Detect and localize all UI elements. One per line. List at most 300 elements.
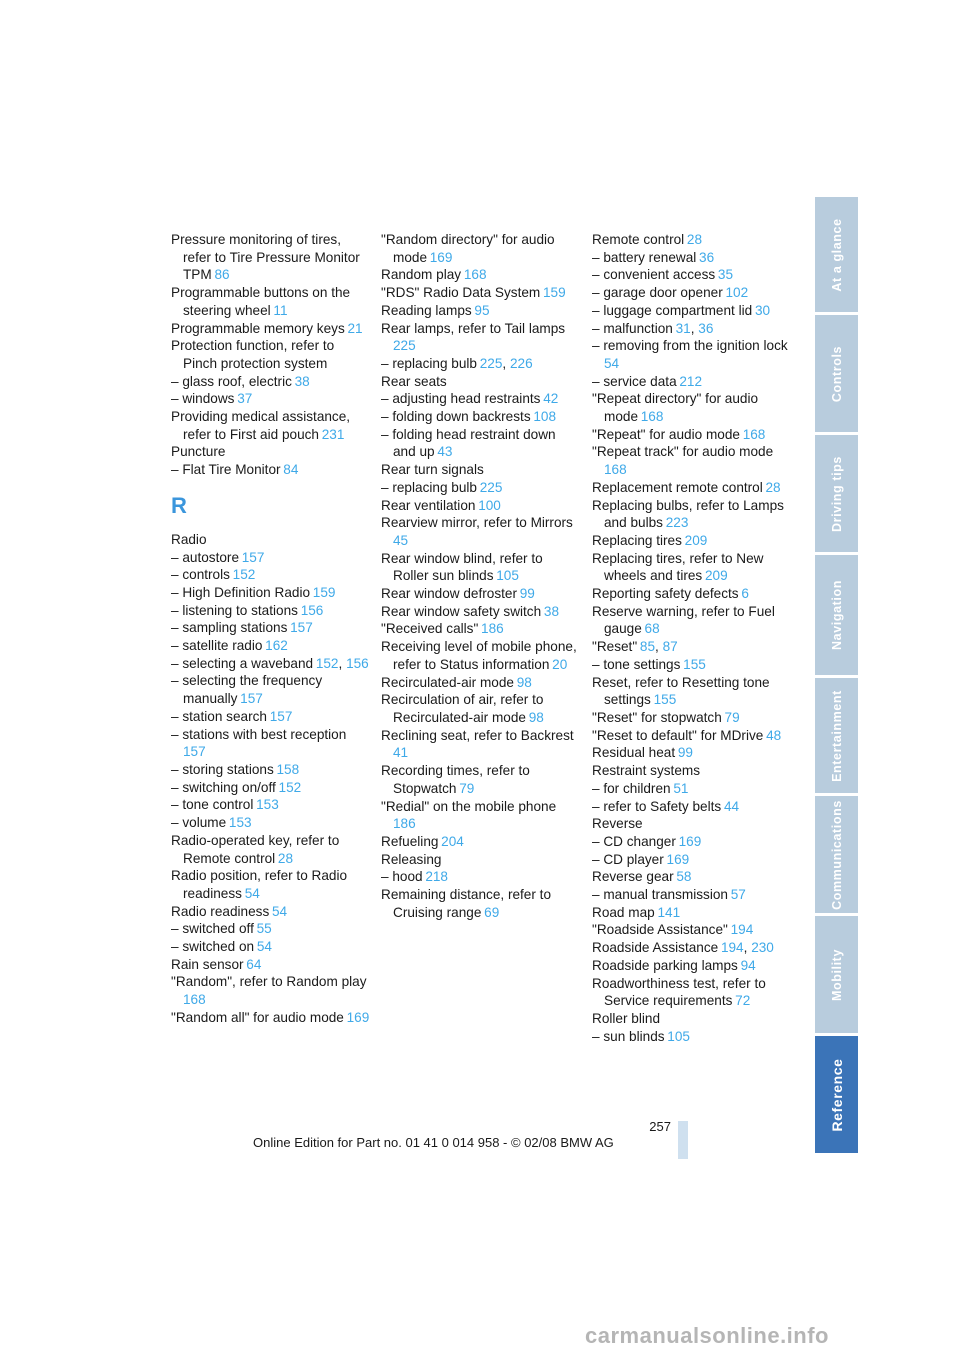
page-reference-link[interactable]: 64 [246,956,262,972]
index-entry [592,302,792,320]
index-term: "Reset to default" for MDrive [592,727,764,743]
page-reference-link[interactable]: 6 [741,586,749,602]
index-term: Providing medical assistance, refer to First aid pouch [171,409,351,442]
page-reference-link[interactable]: 85 [639,639,656,655]
index-term: Residual heat [592,745,676,761]
index-entry [381,284,581,302]
page-reference-link[interactable]: 28 [277,850,294,866]
index-term: Rearview mirror, refer to Mirrors [381,515,573,531]
index-entry [592,550,792,585]
index-entry [381,674,581,692]
page-reference-link[interactable]: 155 [683,656,706,672]
index-term: – tone control [171,797,254,813]
page-reference-link[interactable]: 156 [300,602,324,618]
index-entry [592,886,792,904]
index-term: – Flat Tire Monitor [171,462,281,478]
page-reference-link[interactable]: 45 [393,532,409,548]
index-term: – for children [592,780,671,796]
page-reference-link[interactable]: 41 [393,745,409,761]
index-entry [171,566,371,584]
index-entry [171,938,371,956]
index-term: – tone settings [592,656,681,672]
page-reference-link[interactable]: 225 [393,338,416,354]
watermark: carmanualsonline.info [585,1323,829,1348]
index-entry [381,479,581,497]
index-entry [171,956,371,974]
index-term: Programmable memory keys [171,320,345,336]
index-term: Releasing [381,851,442,867]
page-reference-link[interactable]: 68 [644,621,660,637]
index-entry [171,549,371,567]
index-term: – autostore [171,549,240,565]
index-entry [171,584,371,602]
index-entry [592,921,792,939]
index-entry [592,780,792,798]
index-term: Programmable buttons on the steering wheel [171,285,351,318]
section-tab-driving-tips[interactable] [815,435,858,555]
page-reference-link[interactable]: 218 [425,869,448,885]
page-reference-link[interactable]: 194 [730,922,754,938]
index-term: Rear lamps, refer to Tail lamps [381,320,566,336]
index-entry [171,443,371,461]
index-term: – replacing bulb [381,479,477,495]
index-entry [592,868,792,886]
index-term: Remaining distance, refer to Cruising range [381,887,552,920]
index-term: Rear window blind, refer to Roller sun blinds [381,550,543,584]
index-term: – service data [592,373,677,389]
page-reference-link[interactable]: 21 [347,320,363,336]
index-term: – removing from the ignition lock [592,338,788,354]
page-reference-link[interactable]: 69 [484,904,500,920]
section-tab-navigation[interactable] [815,555,858,678]
index-entry [381,638,581,673]
index-entry [171,231,371,284]
page-reference-link[interactable]: 186 [481,621,504,637]
index-term: – station search [171,708,267,724]
section-tab-at-a-glance[interactable] [815,197,858,315]
page-reference-link[interactable]: 153 [256,797,279,813]
index-term: – refer to Safety belts [592,798,722,814]
index-term: Replacing bulbs, refer to Lamps and bulbs [592,497,784,531]
index-term: – selecting a waveband [171,655,314,671]
index-entry [592,975,792,1010]
index-entry [171,779,371,797]
index-term: Radio readiness [171,903,270,919]
index-term: Rear window defroster [381,586,517,602]
page-reference-link[interactable]: 157 [183,744,206,760]
index-term: "Random all" for audio mode [171,1009,344,1025]
index-term: – battery renewal [592,249,697,265]
index-entry [381,691,581,726]
page-reference-link[interactable]: 102 [725,285,749,301]
index-term: – CD changer [592,833,676,849]
page-number: 257 [649,1119,671,1134]
page-reference-link[interactable]: 54 [271,903,288,919]
index-entry [171,973,371,1008]
index-term: – listening to stations [171,602,298,618]
index-term: "Roadside Assistance" [592,922,728,938]
index-term: Recording times, refer to Stopwatch [381,763,530,796]
page-reference-link[interactable]: 194 [720,940,744,956]
index-entry [592,479,792,497]
index-entry [381,585,581,603]
index-term: Receiving level of mobile phone, refer to Status information [381,639,577,672]
index-term: – selecting the frequency manually [171,673,323,707]
page-reference-link[interactable]: 79 [724,709,740,725]
index-term: – hood [381,869,423,885]
index-entry [381,762,581,797]
page-reference-link[interactable]: 168 [742,426,766,442]
page-reference-link[interactable]: 42 [543,391,559,407]
page-reference-link[interactable]: 108 [533,409,557,425]
index-term: Reserve warning, refer to Fuel gauge [592,603,775,637]
index-term: Radio position, refer to Radio readiness [171,868,348,901]
index-term: – satellite radio [171,638,263,654]
index-entry [592,656,792,674]
index-entry [592,815,792,833]
index-term: Restraint systems [592,763,701,779]
page-reference-link[interactable]: 159 [312,584,336,600]
section-tab-mobility[interactable] [815,916,858,1036]
index-entry [171,390,371,408]
page-reference-link[interactable]: 58 [676,869,692,885]
index-entry [171,761,371,779]
page-reference-link[interactable]: 168 [463,267,487,283]
index-term: Refueling [381,833,439,849]
index-entry [171,619,371,637]
page-reference-link[interactable]: 99 [677,745,693,761]
index-entry [592,957,792,975]
page-reference-link[interactable]: 98 [516,674,532,690]
section-tab-communications[interactable] [815,796,858,916]
page-reference-link[interactable]: 11 [273,302,288,318]
index-term: – adjusting head restraints [381,391,541,407]
page-reference-link[interactable]: 157 [241,549,265,565]
page-reference-link[interactable]: 152 [232,567,256,583]
index-entry [171,903,371,921]
index-entry [171,920,371,938]
page-reference-link[interactable]: 84 [283,462,299,478]
index-term: – CD player [592,851,664,867]
page-reference-link[interactable]: 35 [717,267,734,283]
index-term: "Random", refer to Random play [171,974,367,990]
page-reference-link[interactable]: 48 [766,727,782,743]
index-term: Reverse gear [592,869,674,885]
index-entry [381,886,581,921]
edition-footer: Online Edition for Part no. 01 41 0 014 958 - © 02/08 BMW AG [253,1135,614,1150]
index-entry [381,408,581,426]
index-entry [381,320,581,355]
index-term: – manual transmission [592,887,728,903]
index-entry: – selecting a waveband 152, 156 [171,655,369,671]
page-reference-link[interactable]: 79 [459,780,475,796]
index-entry [592,390,792,425]
index-term: "Repeat directory" for audio mode [592,391,759,425]
page-reference-link[interactable]: 169 [678,833,702,849]
index-entry [381,727,581,762]
page-reference-link[interactable]: 209 [704,568,728,584]
index-entry [171,796,371,814]
section-tab-label: Driving tips [829,455,844,532]
page-reference-link[interactable]: 36 [699,249,715,265]
index-entry [381,603,581,621]
index-entry [171,408,371,443]
index-entry [592,1010,792,1028]
page-reference-link[interactable]: 156 [346,655,369,671]
page-reference-link[interactable]: 57 [730,887,746,903]
page-reference-link[interactable]: 230 [751,940,774,956]
index-term: "Redial" on the mobile phone [381,798,557,814]
index-entry [381,390,581,408]
index-term: Reset, refer to Resetting tone settings [592,674,770,708]
index-entry [381,426,581,461]
page-reference-link[interactable]: 30 [754,302,771,318]
index-entry [592,443,792,478]
page-reference-link[interactable]: 168 [604,462,627,478]
page-reference-link[interactable]: 36 [698,320,714,336]
index-entry [592,497,792,532]
index-entry [171,726,371,761]
index-column-3 [592,231,792,1045]
index-entry [592,798,792,816]
index-term: Reclining seat, refer to Backrest [381,727,574,743]
index-term: Radio-operated key, refer to Remote control [171,832,340,866]
index-term: Roadside Assistance [592,940,719,956]
index-term: Roller blind [592,1010,661,1026]
index-term: Rear seats [381,373,447,389]
section-tab-label: Reference [828,1057,845,1132]
page-reference-link[interactable]: 31 [675,320,691,336]
index-entry [171,867,371,902]
page-reference-link[interactable]: 162 [265,638,288,654]
index-term: "Reset" for stopwatch [592,709,722,725]
page-reference-link[interactable]: 152 [315,655,339,671]
page-reference-link[interactable]: 38 [294,373,310,389]
page-reference-link[interactable]: 37 [237,391,253,407]
page-reference-link[interactable]: 20 [552,656,568,672]
index-entry [592,373,792,391]
index-entry [171,320,371,338]
index-entry [171,373,371,391]
index-entry [592,833,792,851]
page-reference-link[interactable]: 223 [665,515,689,531]
page-reference-link[interactable]: 153 [228,815,252,831]
page-reference-link[interactable]: 95 [474,302,490,318]
index-term: "Repeat track" for audio mode [592,444,774,460]
index-entry [381,231,581,266]
index-entry [171,708,371,726]
index-entry [592,709,792,727]
page-reference-link[interactable]: 157 [240,691,263,707]
index-entry [592,585,792,603]
index-term: Rear turn signals [381,462,484,478]
page-reference-link[interactable]: 105 [496,568,519,584]
page-reference-link[interactable]: 105 [667,1028,690,1044]
page-reference-link[interactable]: 55 [256,921,272,937]
index-entry [592,674,792,709]
index-term: – storing stations [171,761,274,777]
index-term: – windows [171,391,235,407]
index-entry [381,373,581,391]
index-entry [171,531,371,549]
index-term: – sampling stations [171,620,288,636]
index-entry [171,637,371,655]
index-entry: – malfunction 31, 36 [592,320,714,336]
index-term: Reporting safety defects [592,586,739,602]
section-tab-controls[interactable] [815,315,858,435]
index-entry [171,284,371,319]
section-tab-label: Communications [829,799,844,910]
page-reference-link[interactable]: 169 [666,851,690,867]
index-entry [381,514,581,549]
index-entry [381,302,581,320]
index-entry [592,426,792,444]
page-reference-link[interactable]: 225 [479,479,503,495]
index-entry [592,851,792,869]
index-entry [171,814,371,832]
page-reference-link[interactable]: 54 [244,885,260,901]
page-reference-link[interactable]: 72 [735,993,751,1009]
index-term: Replacing tires [592,532,682,548]
page-reference-link[interactable]: 169 [429,249,453,265]
page-reference-link[interactable]: 212 [679,373,703,389]
page-reference-link[interactable]: 141 [657,904,681,920]
index-term: Roadside parking lamps [592,957,738,973]
index-term: – glass roof, electric [171,373,292,389]
index-entry [592,603,792,638]
index-term: – folding head restraint down and up [381,426,556,460]
index-term: – High Definition Radio [171,584,311,600]
index-term: – luggage compartment lid [592,302,753,318]
section-tab-label: Controls [829,345,844,402]
index-entry [592,284,792,302]
index-entry [171,1009,371,1027]
section-tab-reference[interactable] [815,1036,858,1156]
index-term: Recirculated-air mode [381,674,514,690]
page-reference-link[interactable]: 98 [528,709,544,725]
page-reference-link[interactable]: 158 [276,761,300,777]
index-entry [381,497,581,515]
index-term: – convenient access [592,267,716,283]
index-entry [381,868,581,886]
index-term: Reading lamps [381,302,472,318]
index-term: Road map [592,904,655,920]
index-entry [592,532,792,550]
index-term: Roadworthiness test, refer to Service requirements [592,975,766,1009]
page-reference-link[interactable]: 186 [393,816,416,832]
page-reference-link[interactable]: 86 [214,267,230,283]
section-tab-label: At a glance [829,217,844,292]
page-reference-link[interactable]: 87 [662,639,678,655]
index-entry [592,231,792,249]
page-reference-link[interactable]: 225 [479,355,503,371]
page-reference-link[interactable]: 168 [640,409,664,425]
index-entry [592,727,792,745]
index-entry [592,266,792,284]
section-tab-entertainment[interactable] [815,678,858,796]
page-reference-link[interactable]: 28 [765,479,781,495]
index-entry [381,833,581,851]
index-term: "Random directory" for audio mode [381,232,555,265]
index-entry [171,602,371,620]
index-term: Reverse [592,816,643,832]
page-reference-link[interactable]: 51 [673,780,689,796]
section-tab-label: Mobility [829,948,844,1001]
index-term: – sun blinds [592,1028,665,1044]
index-entry [592,744,792,762]
page-reference-link[interactable]: 152 [278,779,302,795]
index-term: Random play [381,267,462,283]
page-reference-link[interactable]: 226 [509,355,533,371]
index-term: Rear window safety switch [381,603,542,619]
index-entry: – replacing bulb 225, 226 [381,355,533,371]
index-term: "RDS" Radio Data System [381,285,541,301]
page-reference-link[interactable]: 157 [269,708,293,724]
index-column-2 [381,231,581,921]
index-entry [171,832,371,867]
page-reference-link[interactable]: 54 [604,355,620,371]
page-reference-link[interactable]: 204 [441,833,464,849]
index-entry [592,904,792,922]
page-reference-link[interactable]: 169 [346,1009,370,1025]
page-reference-link[interactable]: 43 [437,444,453,460]
page-reference-link[interactable]: 99 [519,586,535,602]
index-term: Radio [171,531,207,547]
page-reference-link[interactable]: 28 [686,232,703,247]
page-reference-link[interactable]: 38 [543,603,560,619]
page-reference-link[interactable]: 155 [653,692,677,708]
index-entry [381,461,581,479]
index-term: "Reset" [592,639,638,655]
page-reference-link[interactable]: 157 [290,620,313,636]
section-tabs-sidebar [815,197,858,1156]
section-letter: R [171,492,187,518]
page-reference-link[interactable]: 54 [256,939,272,955]
page-reference-link[interactable]: 168 [183,992,206,1008]
index-term: – switching on/off [171,779,276,795]
index-entry [381,550,581,585]
index-term: – switched off [171,921,254,937]
index-entry: "Reset" 85, 87 [592,639,678,655]
index-term: Replacing tires, refer to New wheels and tires [592,550,764,584]
index-term: Rear ventilation [381,497,476,513]
index-term: – volume [171,815,227,831]
index-term: – malfunction [592,320,673,336]
index-term: – switched on [171,939,255,955]
footer-accent-bar [678,1121,688,1159]
index-entry [381,620,581,638]
index-term: "Received calls" [381,621,479,637]
index-term: – stations with best reception [171,726,347,742]
page-reference-link[interactable]: 159 [542,285,566,301]
index-entry [592,1028,792,1046]
index-term: – controls [171,567,230,583]
index-column-1 [171,231,371,1027]
index-entry [381,851,581,869]
index-term: Rain sensor [171,956,244,972]
index-entry [592,337,792,372]
index-term: Puncture [171,444,226,460]
index-entry [171,461,371,479]
index-term: Pressure monitoring of tires, refer to Tire Pressure Monitor TPM [171,232,360,283]
page-reference-link[interactable]: 100 [478,497,501,513]
page-reference-link[interactable]: 231 [321,426,345,442]
section-tab-label: Navigation [829,580,844,650]
page-reference-link[interactable]: 44 [723,798,740,814]
page-reference-link[interactable]: 94 [740,957,756,973]
index-entry [381,798,581,833]
page-reference-link[interactable]: 209 [684,532,708,548]
